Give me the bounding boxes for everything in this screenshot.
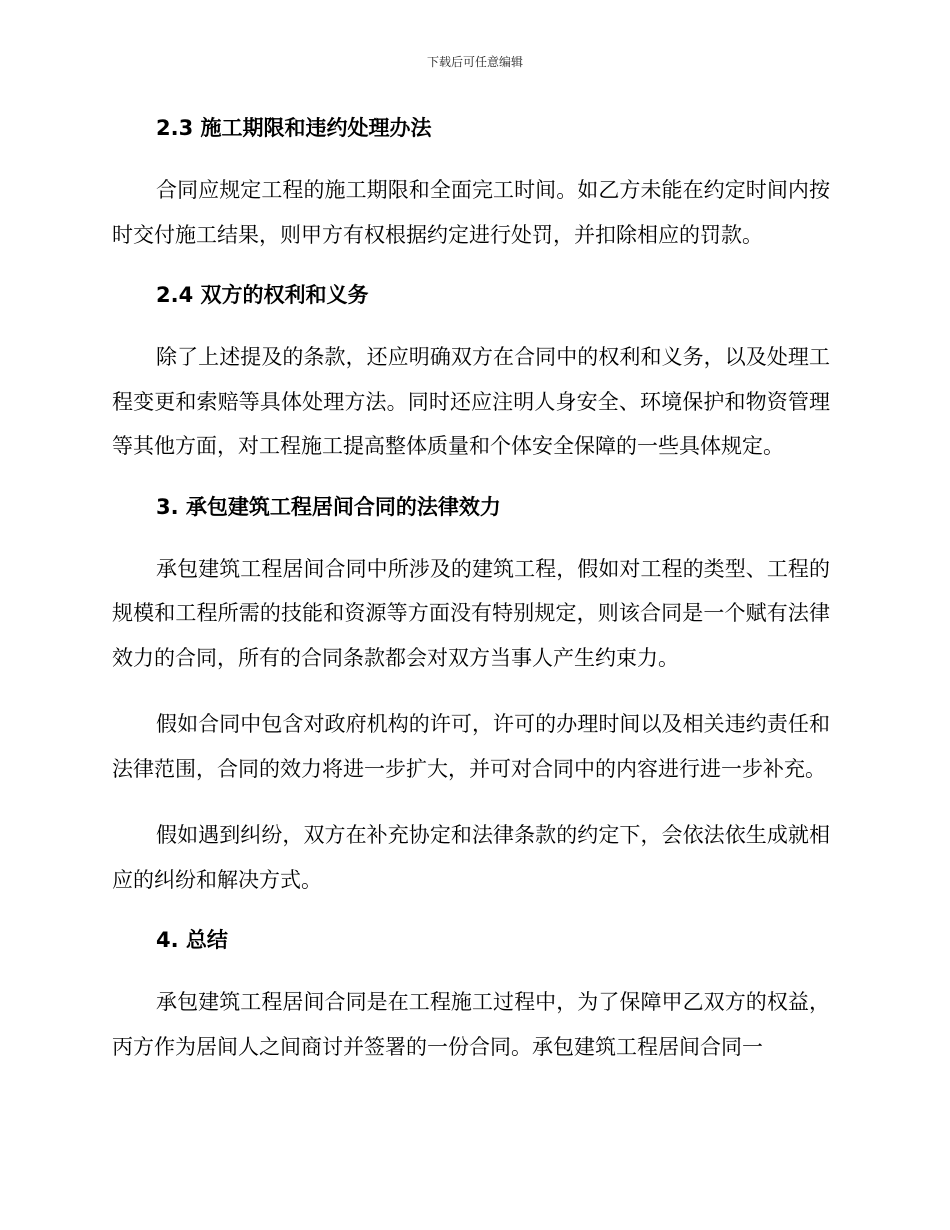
section-heading-4: 4. 总结 xyxy=(156,928,228,952)
section-heading-2-4: 2.4 双方的权利和义务 xyxy=(156,283,369,307)
section-heading-3: 3. 承包建筑工程居间合同的法律效力 xyxy=(156,494,501,519)
paragraph: 承包建筑工程居间合同是在工程施工过程中，为了保障甲乙双方的权益，丙方作为居间人之间商讨并签署的一份合同。承包建筑工程居间合同一 xyxy=(112,990,830,1059)
paragraph: 假如合同中包含对政府机构的许可，许可的办理时间以及相关违约责任和法律范围，合同的效力将进一步扩大，并可对合同中的内容进行进一步补充。 xyxy=(112,712,830,781)
paragraph: 合同应规定工程的施工期限和全面完工时间。如乙方未能在约定时间内按时交付施工结果，则甲方有权根据约定进行处罚，并扣除相应的罚款。 xyxy=(112,178,830,247)
section-heading-2-3: 2.3 施工期限和违约处理办法 xyxy=(156,116,432,140)
paragraph: 承包建筑工程居间合同中所涉及的建筑工程，假如对工程的类型、工程的规模和工程所需的技能和资源等方面没有特别规定，则该合同是一个赋有法律效力的合同，所有的合同条款都会对双方当事人产生约束力。 xyxy=(112,556,830,670)
paragraph: 除了上述提及的条款，还应明确双方在合同中的权利和义务，以及处理工程变更和索赔等具体处理方法。同时还应注明人身安全、环境保护和物资管理等其他方面，对工程施工提高整体质量和个体安全保障的一些具体规定。 xyxy=(112,345,830,458)
paragraph: 假如遇到纠纷，双方在补充协定和法律条款的约定下，会依法依生成就相应的纠纷和解决方式。 xyxy=(112,823,830,892)
document-body xyxy=(112,112,830,1069)
page-header: 下载后可任意编辑 xyxy=(426,55,523,69)
